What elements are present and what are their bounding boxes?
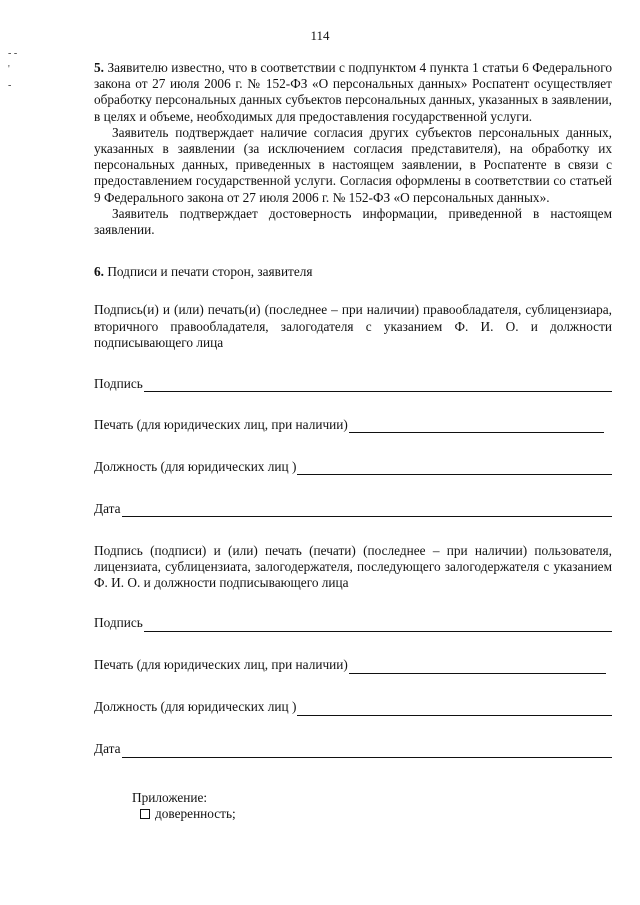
- block-1-seal-field[interactable]: [94, 417, 604, 433]
- seal-label: Печать (для юридических лиц, при наличии): [94, 657, 348, 673]
- section-6-number: 6.: [94, 264, 104, 280]
- margin-mark: ': [8, 64, 10, 75]
- block-2-date-field[interactable]: [94, 742, 612, 758]
- block-2-signature-field[interactable]: [94, 616, 612, 632]
- margin-marks: [8, 50, 17, 98]
- appendix-item: [140, 806, 612, 822]
- section-5-number: 5.: [94, 60, 104, 75]
- seal-line[interactable]: [349, 661, 606, 674]
- margin-mark: -: [8, 80, 12, 91]
- section-5-paragraph-3: Заявитель подтверждает достоверность информации, приведенной в настоящем заявлении.: [94, 205, 612, 238]
- signatures-block-1-intro: Подпись(и) и (или) печать(и) (последнее – при наличии) правообладателя, сублицензиара, вторичного правообладателя, залогодателя с указанием Ф. И. О. и должности подписывающего лица: [94, 302, 612, 350]
- block-1-signature-field[interactable]: [94, 376, 612, 392]
- section-6-title: Подписи и печати сторон, заявителя: [107, 264, 313, 280]
- date-label: Дата: [94, 741, 121, 757]
- block-2-seal-field[interactable]: [94, 658, 606, 674]
- date-line[interactable]: [122, 745, 612, 758]
- section-5-paragraph-1: [94, 60, 612, 125]
- margin-mark: - -: [8, 48, 18, 59]
- date-label: Дата: [94, 500, 121, 516]
- date-line[interactable]: [122, 504, 612, 517]
- seal-label: Печать (для юридических лиц, при наличии): [94, 416, 348, 432]
- position-line[interactable]: [297, 462, 612, 475]
- section-5-paragraph-2: Заявитель подтверждает наличие согласия других субъектов персональных данных, указанных в заявлении (за исключением согласия представителя), на обработку их персональных данных, приведенных в настоящем заявлении, в Роспатенте в связи с предоставлением государственной услуги. Согласия оформлены в соответствии со статьей 9 Федерального закона от 27 июля 2006 г. № 152-ФЗ «О персональных данных».: [94, 124, 612, 205]
- signatures-block-2-intro: Подпись (подписи) и (или) печать (печати) (последнее – при наличии) пользователя, лицензиата, сублицензиата, залогодержателя, последующего залогодержателя с указанием Ф. И. О. и должности подписывающего лица: [94, 543, 612, 591]
- section-6-heading: [94, 264, 612, 280]
- seal-line[interactable]: [349, 420, 604, 433]
- document-body: [94, 60, 612, 822]
- block-2-position-field[interactable]: [94, 700, 612, 716]
- checkbox[interactable]: [140, 809, 150, 819]
- signature-label: Подпись: [94, 615, 143, 631]
- signature-label: Подпись: [94, 375, 143, 391]
- appendix-title: Приложение:: [132, 789, 208, 805]
- block-1-position-field[interactable]: [94, 459, 612, 475]
- block-1-date-field[interactable]: [94, 501, 612, 517]
- section-5-text-1: Заявителю известно, что в соответствии с подпунктом 4 пункта 1 статьи 6 Федерального закона от 27 июля 2006 г. № 152-ФЗ «О персональных данных» Роспатент осуществляет обработку персональных данных субъектов персональных данных, указанных в заявлении, в целях и объеме, необходимых для предоставления государственной услуги.: [94, 60, 612, 124]
- position-line[interactable]: [297, 703, 612, 716]
- page-number: 114: [310, 28, 330, 43]
- position-label: Должность (для юридических лиц ): [94, 699, 297, 715]
- position-label: Должность (для юридических лиц ): [94, 458, 297, 474]
- signature-line[interactable]: [144, 379, 612, 392]
- appendix-item-label: доверенность;: [155, 805, 236, 821]
- appendix: [132, 790, 612, 822]
- signature-line[interactable]: [144, 619, 612, 632]
